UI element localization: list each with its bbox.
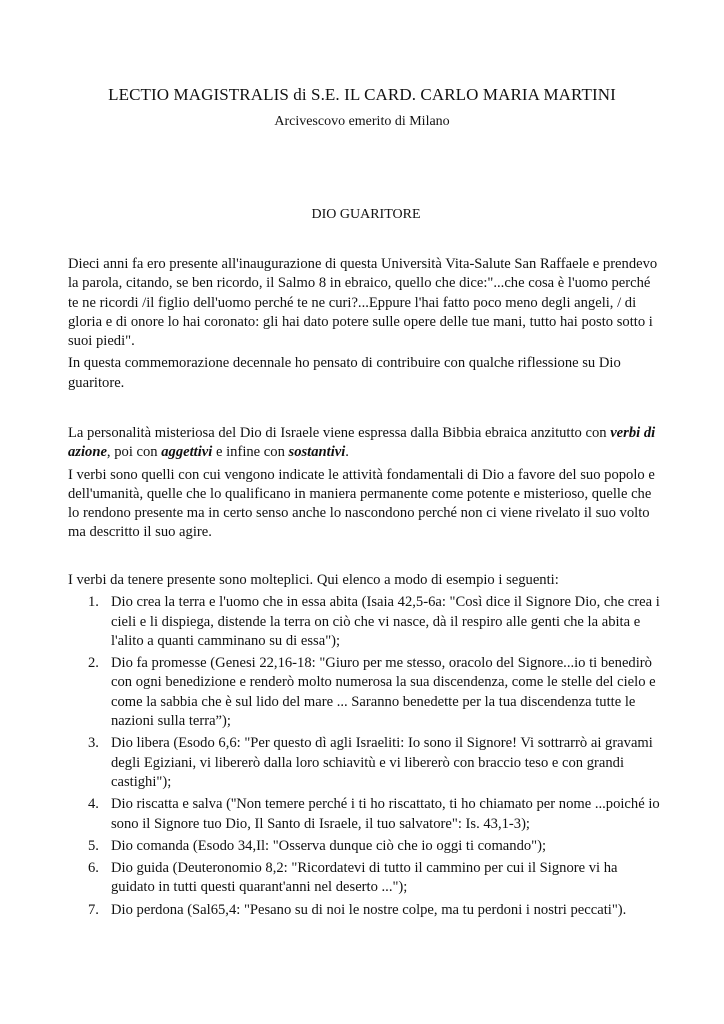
intro-paragraph-2: In questa commemorazione decennale ho pensato di contribuire con qualche riflessione su Dio guaritore.: [68, 355, 621, 391]
text-fragment: .: [345, 444, 349, 461]
list-item-text: Dio riscatta e salva (''Non temere perché i ti ho riscattato, ti ho chiamato per nome ...poiché io sono il Signore tuo Dio, Il Santo di Israele, il tuo salvatore": Is. 43,1-3);: [111, 796, 660, 832]
list-number: 6.: [88, 860, 99, 877]
intro-paragraph-1: Dieci anni fa ero presente all'inaugurazione di questa Università Vita-Salute San Raffaele e prendevo la parola, citando, se ben ricordo, il Salmo 8 in ebraico, quello che dice:"...che cosa è l'uomo perché te ne ricordi /il figlio dell'uomo perché te ne curi?...Eppure l'hai fatto poco meno degli angeli, / di gloria e di onore lo hai coronato: gli hai dato potere sulle opere delle tue mani, tutto hai posto sotto i suoi piedi".: [68, 256, 658, 350]
list-item: [68, 734, 660, 792]
list-item: [68, 593, 660, 651]
text-fragment: , poi con: [106, 444, 162, 461]
list-item: [68, 795, 660, 834]
list-number: 7.: [88, 901, 99, 918]
list-item: [68, 901, 660, 920]
list-number: 5.: [88, 837, 99, 854]
text-fragment: e infine con: [212, 444, 289, 461]
verbs-intro: I verbi da tenere presente sono molteplici. Qui elenco a modo di esempio i seguenti:: [68, 572, 559, 588]
intro-section: [68, 255, 660, 396]
list-item-text: Dio crea la terra e l'uomo che in essa abita (Isaia 42,5-6a: "Così dice il Signore Dio, che crea i cieli e li dispiega, distende la terra on ciò che vi nasce, dà il respiro alle genti che la abita e l'alito a quanti camminano su di essa");: [111, 594, 660, 649]
list-item-text: Dio comanda (Esodo 34,Il: "Osserva dunque ciò che io oggi ti comando");: [111, 837, 547, 854]
emphasis-nouns: sostantivi: [288, 444, 346, 461]
section-title: DIO GUARITORE: [311, 207, 421, 222]
verbs-section: [68, 571, 660, 923]
personality-paragraph-1: [68, 424, 660, 463]
list-item: [68, 654, 660, 731]
verbs-list: [68, 593, 660, 920]
list-item: [68, 837, 660, 856]
emphasis-verbs: verbi di azione: [68, 425, 656, 461]
list-item-text: Dio fa promesse (Genesi 22,16-18: "Giuro per me stesso, oracolo del Signore...io ti benedirò con ogni benedizione e renderò molto numerosa la sua discendenza, come le stelle del cielo e come la sabbia che è sul lido del mare ... Saranno benedette per la tua discendenza tutte le nazioni sulla terra”);: [111, 655, 656, 730]
list-item-text: Dio perdona (Sal65,4: "Pesano su di noi le nostre colpe, ma tu perdoni i nostri peccati").: [111, 901, 627, 918]
list-item-text: Dio guida (Deuteronomio 8,2: "Ricordatevi di tutto il cammino per cui il Signore vi ha guidato in tutti questi quarant'anni nel deserto ...");: [111, 860, 618, 896]
personality-paragraph-2: I verbi sono quelli con cui vengono indicate le attività fondamentali di Dio a favore del suo popolo e dell'umanità, quelle che lo qualificano in maniera permanente come potente e misterioso, quelle che lo rendono presente ma in certo senso anche lo nascondono perché non ci viene rivelato il suo volto ma descritto il suo agire.: [68, 466, 655, 541]
list-number: 1.: [88, 594, 99, 611]
document-subtitle: Arcivescovo emerito di Milano: [274, 114, 450, 129]
list-number: 3.: [88, 735, 99, 752]
list-number: 4.: [88, 796, 99, 813]
text-fragment: La personalità misteriosa del Dio di Israele viene espressa dalla Bibbia ebraica anzitutto con: [68, 425, 611, 441]
personality-section: [68, 424, 660, 546]
emphasis-adjectives: aggettivi: [161, 444, 213, 461]
document-title: LECTIO MAGISTRALIS di S.E. IL CARD. CARLO MARIA MARTINI: [108, 85, 616, 104]
list-item: [68, 859, 660, 898]
list-item-text: Dio libera (Esodo 6,6: "Per questo dì agli Israeliti: Io sono il Signore! Vi sottrarrò ai gravami degli Egiziani, vi libererò dalla loro schiavitù e vi libererò con braccio teso e con grandi castighi");: [111, 735, 653, 790]
list-number: 2.: [88, 655, 99, 672]
